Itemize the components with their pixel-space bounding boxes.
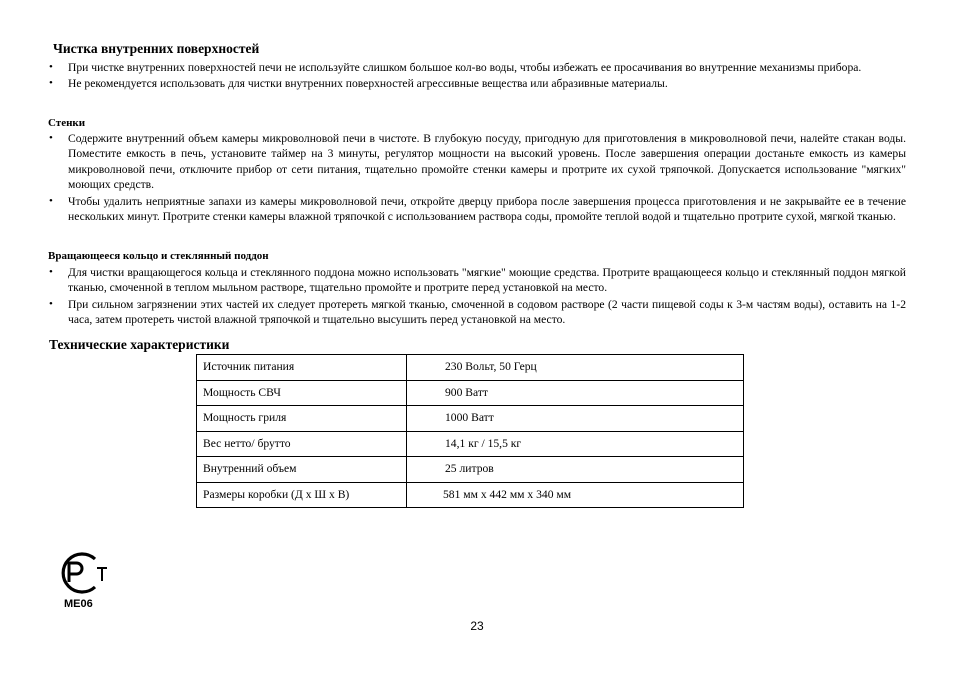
spec-label: Вес нетто/ брутто (197, 431, 407, 457)
spec-value: 25 литров (407, 457, 744, 483)
list-item: • Содержите внутренний объем камеры микроволновой печи в чистоте. В глубокую посуду, пригодную для приготовления в микроволновой печи, налейте стакан воды. Поместите емкость в печь, установите таймер на 3 минуты, регулятор мощности на высокий уровень. После завершения операции достаньте емкость из камеры микроволновой печи, отключите прибор от сети питания, тщательно промойте стенки камеры и протрите их сухой тряпочкой. Допускается использование "мягких" моющих средств. (49, 132, 906, 192)
table-row (197, 431, 744, 457)
table-row (197, 482, 744, 508)
section-title-ring: Вращающееся кольцо и стеклянный поддон (48, 250, 269, 262)
spec-label: Внутренний объем (197, 457, 407, 483)
spec-label: Размеры коробки (Д х Ш х В) (197, 482, 407, 508)
spec-value: 230 Вольт, 50 Герц (407, 355, 744, 381)
list-item: • При сильном загрязнении этих частей их следует протереть мягкой тканью, смоченной в содовом растворе (2 части пищевой соды к 3-м частям воды), оставить на 1-2 часа, затем протереть чистой влажной тряпочкой и тщательно высушить перед установкой на место. (49, 297, 906, 327)
certification-code: ME06 (64, 598, 93, 610)
spec-value: 1000 Ватт (407, 406, 744, 432)
spec-value: 581 мм х 442 мм х 340 мм (407, 482, 744, 508)
list-item: • Для чистки вращающегося кольца и стеклянного поддона можно использовать "мягкие" моющие средства. Протрите вращающееся кольцо и стеклянный поддон мягкой тканью, смоченной в теплом мыльном растворе, тщательно промойте и протрите перед установкой на место. (49, 266, 906, 295)
pct-certification-mark-icon (55, 551, 109, 595)
cleaning-list (48, 60, 906, 93)
table-row (197, 457, 744, 483)
spec-value: 14,1 кг / 15,5 кг (407, 431, 744, 457)
section-title-walls: Стенки (48, 117, 86, 129)
spec-label: Мощность гриля (197, 406, 407, 432)
list-item: • При чистке внутренних поверхностей печи не используйте слишком большое кол-во воды, чтобы избежать ее просачивания во внутренние механизмы прибора. (49, 61, 862, 74)
section-title-cleaning: Чистка внутренних поверхностей (53, 41, 260, 56)
walls-list (48, 131, 906, 225)
spec-label: Мощность СВЧ (197, 380, 407, 406)
spec-value: 900 Ватт (407, 380, 744, 406)
list-item: • Не рекомендуется использовать для чистки внутренних поверхностей агрессивные вещества или абразивные материалы. (49, 77, 668, 91)
list-item: • Чтобы удалить неприятные запахи из камеры микроволновой печи, откройте дверцу прибора после завершения процесса приготовления и не закрывайте ее в течение нескольких минут. Протрите стенки камеры влажной тряпочкой с использованием раствора соды, промойте теплой водой и тщательно протрите сухой, мягкой тканью. (49, 194, 906, 224)
ring-list (48, 265, 906, 329)
table-row (197, 406, 744, 432)
table-row (197, 355, 744, 381)
spec-label: Источник питания (197, 355, 407, 381)
table-row (197, 380, 744, 406)
page-number: 23 (470, 619, 484, 633)
section-title-specs: Технические характеристики (49, 337, 230, 352)
specs-table (196, 354, 744, 508)
